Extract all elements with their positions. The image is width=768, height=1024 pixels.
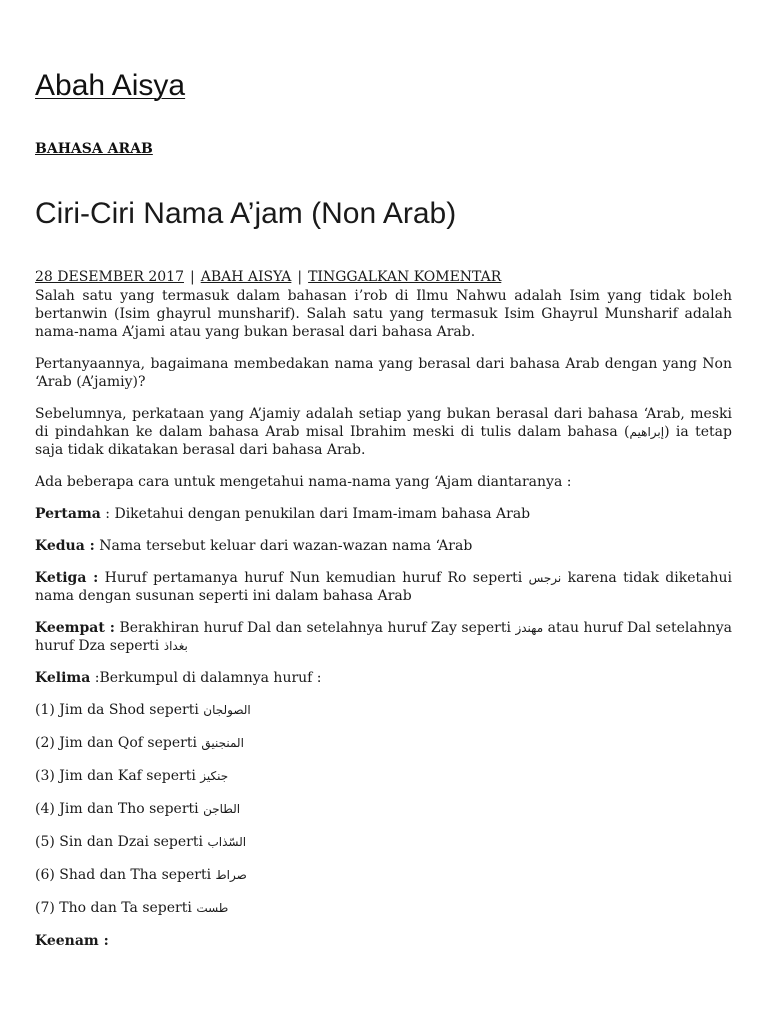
criterion-text: atau huruf Dal setelahnya huruf Dza seperti xyxy=(35,620,733,654)
meta-separator: | xyxy=(189,269,195,285)
meta-separator: | xyxy=(297,269,303,285)
post-meta xyxy=(35,268,501,286)
paragraph-ways: Ada beberapa cara untuk mengetahui nama-nama yang ‘Ajam diantaranya : xyxy=(35,474,572,490)
criterion-fifth xyxy=(35,669,732,687)
site-title-link[interactable]: Abah Aisya xyxy=(35,69,186,102)
post-content xyxy=(35,287,732,964)
criterion-text: Huruf pertamanya huruf Nun kemudian huruf Ro seperti xyxy=(98,570,529,586)
criterion-label: Keenam : xyxy=(35,933,109,949)
arabic-word: نرجس xyxy=(528,571,562,585)
list-item xyxy=(35,899,732,917)
list-item-text: (1) Jim da Shod seperti xyxy=(35,702,204,718)
author-link[interactable]: ABAH AISYA xyxy=(200,269,292,285)
list-item-text: (6) Shad dan Tha seperti xyxy=(35,867,216,883)
arabic-word: صراط xyxy=(215,868,247,882)
criterion-label: Ketiga : xyxy=(35,570,99,586)
criterion-label: Kelima xyxy=(35,670,91,686)
criterion-label: Keempat : xyxy=(35,620,115,636)
criterion-text: Berakhiran huruf Dal dan setelahnya huruf Zay seperti xyxy=(114,620,516,636)
criterion-label: Kedua : xyxy=(35,538,95,554)
paragraph-explanation xyxy=(35,405,732,459)
arabic-word: جنكيز xyxy=(200,769,229,783)
arabic-word: الصولجان xyxy=(203,703,251,717)
category-link[interactable]: BAHASA ARAB xyxy=(35,141,153,157)
arabic-word: إبراهيم xyxy=(629,425,665,439)
criterion-second xyxy=(35,537,732,555)
criterion-text: :Berkumpul di dalamnya huruf : xyxy=(90,670,322,686)
criterion-text: Nama tersebut keluar dari wazan-wazan nama ‘Arab xyxy=(94,538,473,554)
arabic-word: المنجنيق xyxy=(201,736,244,750)
list-item xyxy=(35,800,732,818)
list-item xyxy=(35,701,732,719)
criterion-label: Pertama xyxy=(35,506,101,522)
list-item-text: (4) Jim dan Tho seperti xyxy=(35,801,204,817)
list-item xyxy=(35,866,732,884)
arabic-word: الطاجن xyxy=(203,802,241,816)
list-item xyxy=(35,734,732,752)
list-item-text: (2) Jim dan Qof seperti xyxy=(35,735,202,751)
list-item-text: (7) Tho dan Ta seperti xyxy=(35,900,197,916)
criterion-third xyxy=(35,569,732,605)
paragraph-text: Sebelumnya, perkataan yang A’jamiy adalah setiap yang bukan berasal dari bahasa ‘Arab, meski di pindahkan ke dalam bahasa Arab misal Ibrahim meski di tulis dalam bahasa ( xyxy=(35,406,732,440)
arabic-word: طست xyxy=(196,901,229,915)
arabic-word: بغداذ xyxy=(163,639,188,653)
paragraph-text: ) ia tetap saja tidak dikatakan berasal dari bahasa Arab. xyxy=(35,424,732,458)
criterion-first xyxy=(35,505,732,523)
list-item-text: (3) Jim dan Kaf seperti xyxy=(35,768,201,784)
list-item-text: (5) Sin dan Dzai seperti xyxy=(35,834,208,850)
post-title: Ciri-Ciri Nama A’jam (Non Arab) xyxy=(35,197,457,230)
list-item xyxy=(35,767,732,785)
criterion-sixth xyxy=(35,932,732,950)
arabic-word: مهندز xyxy=(515,621,544,635)
criterion-text: : Diketahui dengan penukilan dari Imam-imam bahasa Arab xyxy=(100,506,531,522)
arabic-word: السّذاب xyxy=(207,835,247,849)
criterion-fourth xyxy=(35,619,732,655)
paragraph-intro: Salah satu yang termasuk dalam bahasan i’rob di Ilmu Nahwu adalah Isim yang tidak boleh bertanwin (Isim ghayrul munsharif). Salah satu yang termasuk Isim Ghayrul Munsharif adalah nama-nama A’jami atau yang bukan berasal dari bahasa Arab. xyxy=(35,288,732,340)
post-date-link[interactable]: 28 DESEMBER 2017 xyxy=(35,269,184,285)
leave-comment-link[interactable]: TINGGALKAN KOMENTAR xyxy=(308,269,502,285)
criterion-text: karena tidak diketahui nama dengan susunan seperti ini dalam bahasa Arab xyxy=(35,570,732,604)
list-item xyxy=(35,833,732,851)
paragraph-question: Pertanyaannya, bagaimana membedakan nama yang berasal dari bahasa Arab dengan yang Non ‘Arab (A’jamiy)? xyxy=(35,356,732,390)
